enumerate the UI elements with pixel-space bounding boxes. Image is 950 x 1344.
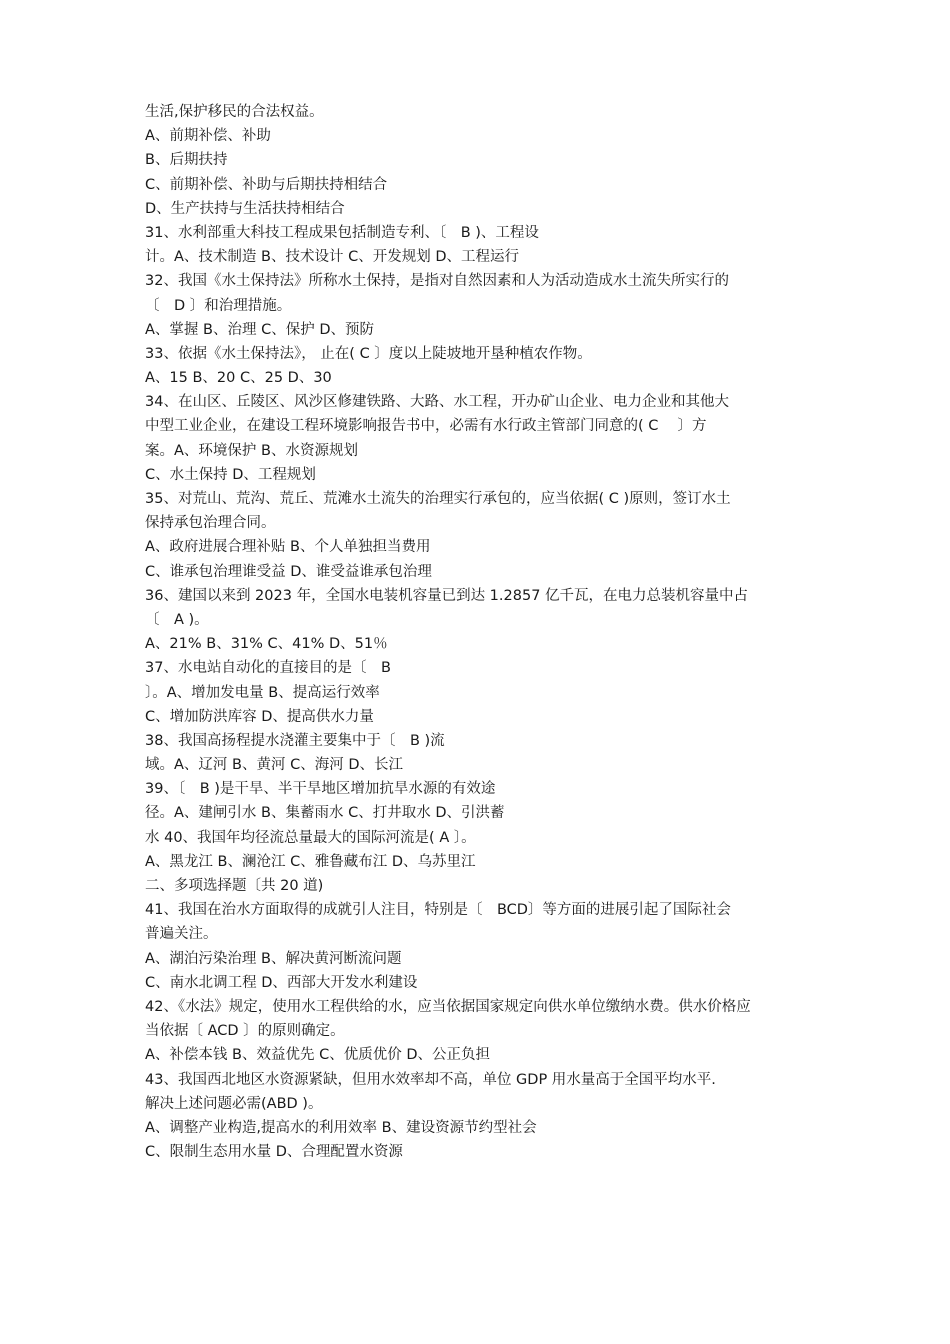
text-line: 保持承包治理合同。 (145, 515, 276, 532)
text-line: 当依据〔 ACD 〕的原则确定。 (145, 1023, 345, 1040)
text-line: 径。A、建闸引水 B、集蓄雨水 C、打井取水 D、引洪蓄 (145, 805, 505, 822)
option-line: C、谁承包治理谁受益 D、谁受益谁承包治理 (145, 563, 432, 580)
question-34: 34、在山区、丘陵区、风沙区修建铁路、大路、水工程，开办矿山企业、电力企业和其他大 (145, 394, 729, 411)
option-line: A、政府进展合理补贴 B、个人单独担当费用 (145, 539, 431, 556)
option-line: D、生产扶持与生活扶持相结合 (145, 200, 345, 217)
text-line: 解决上述问题必需(ABD )。 (145, 1095, 323, 1112)
text-line: 计。A、技术制造 B、技术设计 C、开发规划 D、工程运行 (145, 249, 519, 266)
text-line: 生活,保护移民的合法权益。 (145, 104, 324, 120)
option-line: C、南水北调工程 D、西部大开发水利建设 (145, 974, 418, 991)
question-42: 42、《水法》规定，使用水工程供给的水，应当依据国家规定向供水单位缴纳水费。供水价格应 (145, 998, 751, 1015)
option-line: A、补偿本钱 B、效益优先 C、优质优价 D、公正负担 (145, 1047, 490, 1064)
question-41: 41、我国在治水方面取得的成就引人注目，特别是〔 BCD〕等方面的进展引起了国际社会 (145, 902, 731, 919)
text-line: 普遍关注。 (145, 926, 218, 943)
question-33: 33、依据《水土保持法》， 止在( C 〕度以上陡坡地开垦种植农作物。 (145, 345, 592, 362)
option-line: A、黑龙江 B、澜沧江 C、雅鲁藏布江 D、乌苏里江 (145, 853, 476, 870)
option-line: A、掌握 B、治理 C、保护 D、预防 (145, 321, 374, 338)
text-line: 域。A、辽河 B、黄河 C、海河 D、长江 (145, 757, 403, 774)
text-line: 〔 D 〕和治理措施。 (145, 297, 292, 314)
question-35: 35、对荒山、荒沟、荒丘、荒滩水土流失的治理实行承包的，应当依据( C )原则，签订水土 (145, 491, 731, 507)
question-31: 31、水利部重大科技工程成果包括制造专利、〔 B )、工程设 (145, 224, 539, 241)
option-line: A、15 B、20 C、25 D、30 (145, 370, 332, 387)
question-32: 32、我国《水土保持法》所称水土保持，是指对自然因素和人为活动造成水土流失所实行的 (145, 273, 729, 290)
option-line: C、前期补偿、补助与后期扶持相结合 (145, 176, 388, 193)
option-line: C、水土保持 D、工程规划 (145, 466, 316, 483)
text-line: 案。A、环境保护 B、水资源规划 (145, 442, 358, 459)
section-heading: 二、多项选择题〔共 20 道) (145, 878, 324, 894)
text-line: 中型工业企业，在建设工程环境影响报告书中，必需有水行政主管部门同意的( C 〕方 (145, 418, 707, 435)
option-line: A、前期补偿、补助 (145, 128, 271, 145)
question-40: 水 40、我国年均径流总量最大的国际河流是( A 〕。 (145, 829, 476, 846)
option-line: A、调整产业构造,提高水的利用效率 B、建设资源节约型社会 (145, 1119, 537, 1136)
option-line: A、21% B、31% C、41% D、51％ (145, 636, 388, 653)
question-38: 38、我国高扬程提水浇灌主要集中于〔 B )流 (145, 732, 445, 749)
document-body (145, 100, 835, 1164)
text-line: 〔 A )。 (145, 611, 209, 628)
question-43: 43、我国西北地区水资源紧缺，但用水效率却不高，单位 GDP 用水量高于全国平均水平. (145, 1071, 716, 1088)
question-37: 37、水电站自动化的直接目的是〔 B (145, 660, 391, 677)
option-line: A、湖泊污染治理 B、解决黄河断流问题 (145, 950, 402, 967)
option-line: B、后期扶持 (145, 152, 228, 169)
question-36: 36、建国以来到 2023 年，全国水电装机容量已到达 1.2857 亿千瓦，在电力总装机容量中占 (145, 587, 749, 604)
question-39: 39、〔 B )是干旱、半干旱地区增加抗旱水源的有效途 (145, 781, 496, 798)
option-line: C、限制生态用水量 D、合理配置水资源 (145, 1144, 403, 1161)
text-line: 〕。A、增加发电量 B、提高运行效率 (145, 684, 380, 701)
option-line: C、增加防洪库容 D、提高供水力量 (145, 708, 374, 725)
